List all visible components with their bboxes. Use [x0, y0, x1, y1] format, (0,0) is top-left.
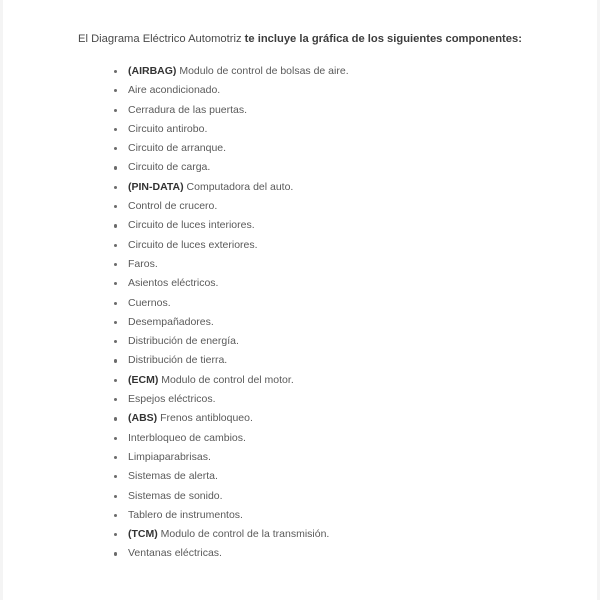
list-item — [112, 274, 548, 293]
list-item-label: Desempañadores. — [128, 315, 214, 328]
list-item — [112, 197, 548, 216]
list-item-label: Frenos antibloqueo. — [157, 412, 253, 425]
list-item — [112, 81, 548, 100]
list-item — [112, 525, 548, 544]
list-item-label: Distribución de tierra. — [128, 354, 228, 367]
list-item-label: Tablero de instrumentos. — [128, 508, 243, 521]
list-item-tag: (TCM) — [128, 528, 158, 541]
list-item-tag: (AIRBAG) — [128, 65, 177, 77]
list-item-label: Circuito de luces interiores. — [128, 219, 255, 232]
page-title-lead: El Diagrama Eléctrico Automotriz — [78, 33, 245, 45]
list-item — [112, 62, 548, 81]
list-item-label: Limpiaparabrisas. — [128, 450, 211, 463]
page-title — [52, 30, 548, 48]
list-item-label: Modulo de control de bolsas de aire. — [176, 65, 349, 77]
list-item-label: Circuito de arranque. — [128, 142, 227, 155]
list-item-label: Computadora del auto. — [183, 180, 294, 193]
list-item — [112, 216, 548, 235]
list-item-label: Aire acondicionado. — [128, 84, 221, 97]
list-item — [112, 294, 548, 313]
list-item-label: Modulo de control del motor. — [158, 373, 294, 386]
list-item — [112, 332, 548, 351]
list-item-label: Control de crucero. — [128, 200, 218, 213]
list-item-label: Distribución de energía. — [128, 335, 239, 348]
list-item-label: Circuito antirobo. — [128, 122, 208, 135]
list-item-tag: (ABS) — [128, 412, 158, 425]
list-item — [112, 178, 548, 197]
list-item-tag: (PIN-DATA) — [128, 180, 184, 193]
list-item — [112, 544, 548, 563]
list-item — [112, 351, 548, 370]
list-item — [112, 467, 548, 486]
list-item-label: Circuito de luces exteriores. — [128, 238, 258, 251]
list-item — [112, 139, 548, 158]
list-item-label: Cerradura de las puertas. — [128, 103, 248, 116]
list-item — [112, 158, 548, 177]
list-item — [112, 371, 548, 390]
list-item — [112, 236, 548, 255]
list-item — [112, 313, 548, 332]
list-item — [112, 255, 548, 274]
list-item-label: Espejos eléctricos. — [128, 393, 216, 406]
components-list — [52, 62, 548, 564]
page-title-emphasis: te incluye la gráfica de los siguientes componentes: — [244, 33, 522, 45]
list-item — [112, 409, 548, 428]
list-item — [112, 101, 548, 120]
list-item — [112, 487, 548, 506]
list-item-label: Modulo de control de la transmisión. — [157, 528, 330, 541]
list-item — [112, 120, 548, 139]
list-item-label: Interbloqueo de cambios. — [128, 431, 246, 444]
list-item-label: Asientos eléctricos. — [128, 277, 219, 290]
list-item — [112, 429, 548, 448]
list-item-label: Sistemas de alerta. — [128, 470, 218, 483]
list-item-label: Circuito de carga. — [128, 161, 211, 174]
list-item-tag: (ECM) — [128, 373, 159, 386]
list-item — [112, 390, 548, 409]
list-item-label: Sistemas de sonido. — [128, 489, 223, 502]
list-item — [112, 506, 548, 525]
list-item — [112, 448, 548, 467]
list-item-label: Cuernos. — [128, 296, 171, 309]
list-item-label: Faros. — [128, 257, 158, 270]
list-item-label: Ventanas eléctricas. — [128, 547, 222, 560]
